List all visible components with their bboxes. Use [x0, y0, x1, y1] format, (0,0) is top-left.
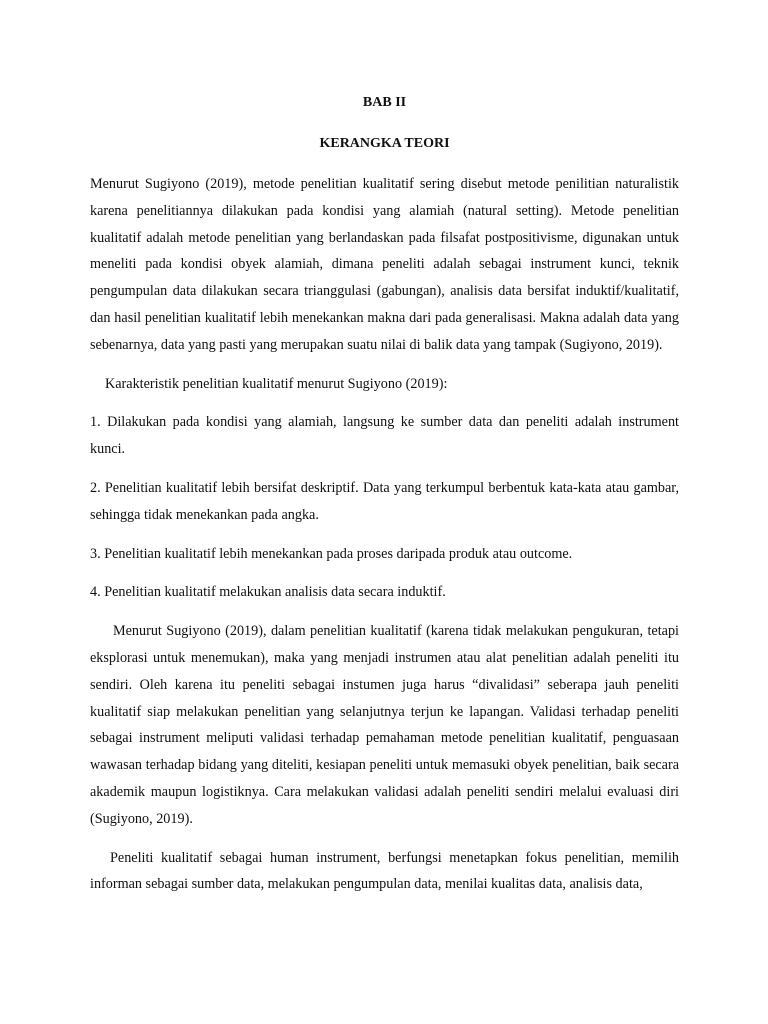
paragraph-instrument: Menurut Sugiyono (2019), dalam penelitian kualitatif (karena tidak melakukan pengukuran, tetapi eksplorasi untuk menemukan), maka yang menjadi instrumen atau alat penelitian adalah peneliti itu sendiri. Oleh karena itu peneliti sebagai instumen juga harus “divalidasi” seberapa jauh peneliti kualitatif siap melakukan penelitian yang selanjutnya terjun ke lapangan. Validasi terhadap peneliti sebagai instrument meliputi validasi terhadap pemahaman metode penelitian kualitatif, penguasaan wawasan terhadap bidang yang diteliti, kesiapan peneliti untuk memasuki obyek penelitian, baik secara akademik maupun logistiknya. Cara melakukan validasi adalah peneliti sendiri melalui evaluasi diri (Sugiyono, 2019). [90, 623, 679, 827]
chapter-heading: BAB II [362, 95, 407, 110]
list-item-1: 1. Dilakukan pada kondisi yang alamiah, langsung ke sumber data dan peneliti adalah instrument kunci. [90, 414, 679, 458]
list-item-2: 2. Penelitian kualitatif lebih bersifat deskriptif. Data yang terkumpul berbentuk kata-kata atau gambar, sehingga tidak menekankan pada angka. [90, 479, 679, 523]
list-item-4: 4. Penelitian kualitatif melakukan analisis data secara induktif. [90, 584, 446, 601]
paragraph-definition: Menurut Sugiyono (2019), metode penelitian kualitatif sering disebut metode penilitian naturalistik karena penelitiannya dilakukan pada kondisi yang alamiah (natural setting). Metode penelitian kualitatif adalah metode penelitian yang berlandaskan pada filsafat postpositivisme, digunakan untuk meneliti pada kondisi obyek alamiah, dimana peneliti adalah sebagai instrument kunci, teknik pengumpulan data dilakukan secara trianggulasi (gabungan), analisis data bersifat induktif/kualitatif, dan hasil penelitian kualitatif lebih menekankan makna dari pada generalisasi. Makna adalah data yang sebenarnya, data yang pasti yang merupakan suatu nilai di balik data yang tampak (Sugiyono, 2019). [90, 176, 679, 353]
page-content [90, 94, 679, 898]
paragraph-human-instrument: Peneliti kualitatif sebagai human instrument, berfungsi menetapkan fokus penelitian, memilih informan sebagai sumber data, melakukan pengumpulan data, menilai kualitas data, analisis data, [90, 849, 679, 893]
characteristics-intro: Karakteristik penelitian kualitatif menurut Sugiyono (2019): [105, 375, 448, 392]
chapter-title: KERANGKA TEORI [319, 136, 450, 151]
list-item-3: 3. Penelitian kualitatif lebih menekankan pada proses daripada produk atau outcome. [90, 545, 573, 562]
